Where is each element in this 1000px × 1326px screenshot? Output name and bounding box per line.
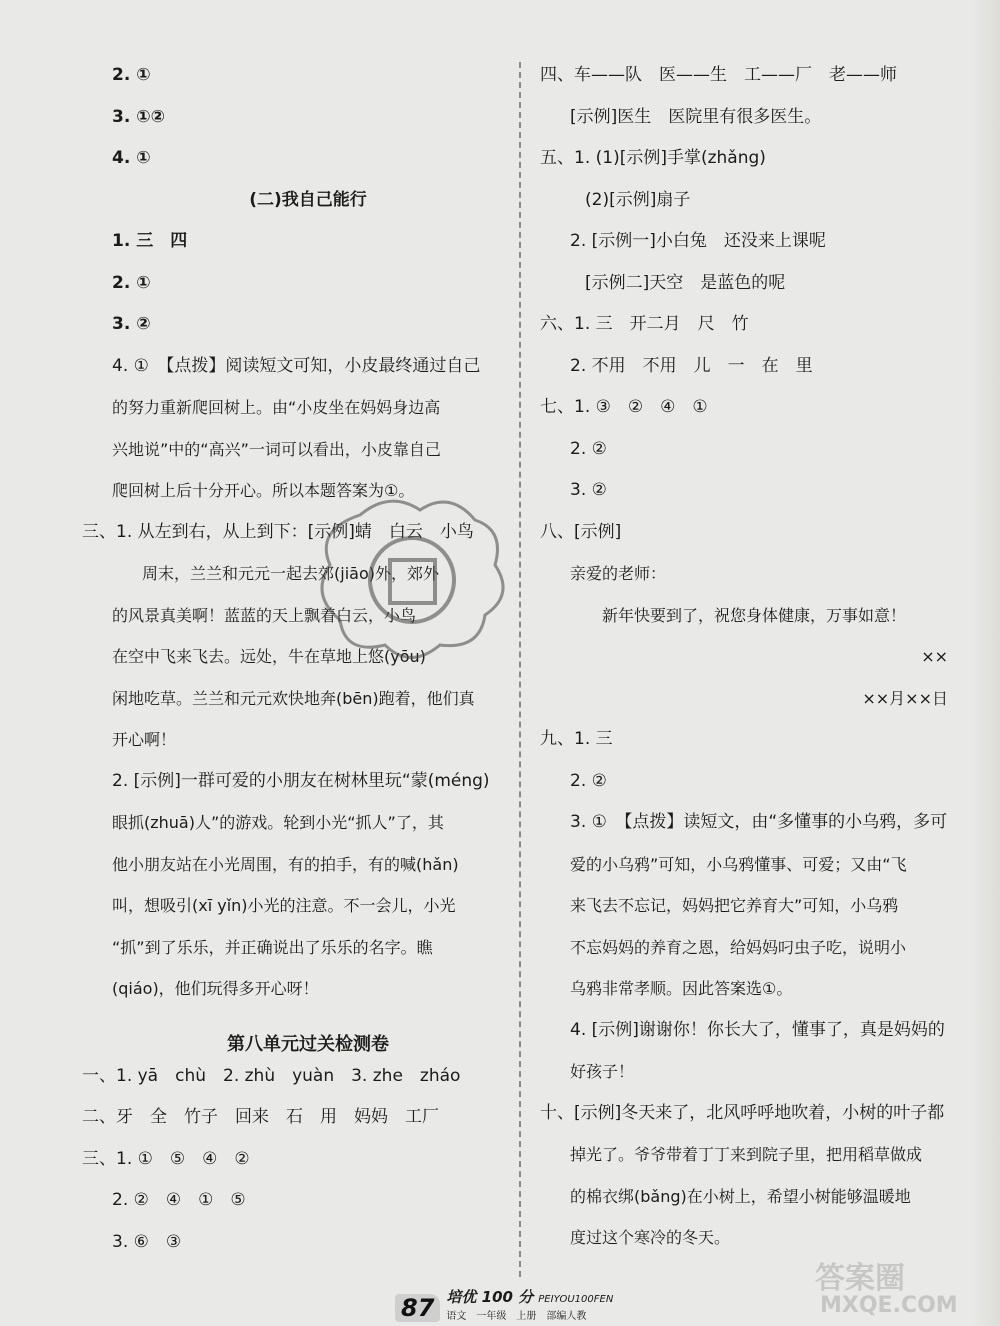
story-line: 眼抓(zhuā)人”的游戏。轮到小光“抓人”了，其 [112,813,444,832]
answer-line: 六、1. 三 开二月 尺 竹 [540,314,749,334]
answer-line: 一、1. yā chù 2. zhù yuàn 3. zhe zháo [82,1065,461,1086]
answer-line: 2. ① [112,272,151,293]
letter-greeting: 亲爱的老师： [570,564,667,583]
answer-line: 4. ① [112,148,151,168]
answer-line: 4. ① 【点拨】阅读短文可知，小皮最终通过自己 [112,355,481,376]
answer-line: 四、车——队 医——生 工——厂 老——师 [540,65,897,85]
story-line: 闲地吃草。兰兰和元元欢快地奔(bēn)跑着，他们真 [112,688,475,708]
answer-line: 4. [示例]谢谢你！你长大了，懂事了，真是妈妈的 [570,1019,945,1040]
answer-line: 2. [示例]一群可爱的小朋友在树林里玩“蒙(méng) [112,770,490,791]
answer-line: [示例二]天空 是蓝色的呢 [585,272,786,293]
answer-line: 三、1. ① ⑤ ④ ② [82,1148,250,1169]
explanation-line: 不忘妈妈的养育之恩，给妈妈叼虫子吃，说明小 [570,937,907,957]
answer-line: 八、[示例] [540,521,622,542]
page-edge-shadow [972,0,1000,1326]
watermark-url: MXQE.COM [820,1293,958,1318]
subsection-title: (二)我自己能行 [249,189,367,210]
explanation-line: 乌鸦非常孝顺。因此答案选①。 [570,979,793,998]
answer-line: 三、1. 从左到右，从上到下：[示例]蜻 白云 小鸟 [82,521,474,542]
page-footer [395,1288,614,1322]
letter-date: ××月××日 [862,688,948,708]
story-line: 开心啊！ [112,730,177,749]
explanation-line: 度过这个寒冷的冬天。 [570,1228,731,1247]
footer-brand-block [446,1286,613,1322]
answer-line: 2. ② [570,438,607,459]
answer-line: 1. 三 四 [112,231,188,251]
explanation-line: 爱的小乌鸦”可知，小乌鸦懂事、可爱；又由“飞 [570,854,907,874]
letter-body: 新年快要到了，祝您身体健康，万事如意！ [602,605,907,625]
right-column [540,55,960,1259]
answer-line: 2. ① [112,65,151,85]
explanation-line: 的棉衣绑(bǎng)在小树上，希望小树能够温暖地 [570,1186,911,1206]
explanation-line: 爬回树上后十分开心。所以本题答案为①。 [112,481,415,500]
story-line: 的风景真美啊！蓝蓝的天上飘着白云，小鸟 [112,605,417,625]
answer-line: 2. ② [570,770,607,791]
story-line: “抓”到了乐乐，并正确说出了乐乐的名字。瞧 [112,937,433,957]
explanation-line: 掉光了。爷爷带着丁丁来到院子里，把用稻草做成 [570,1145,923,1164]
footer-brand-en: PEIYOU100FEN [538,1294,614,1305]
story-line: 周末，兰兰和元元一起去郊(jiāo)外，郊外 [142,564,439,583]
letter-signature: ×× [921,647,948,666]
answer-line: 3. ①② [112,106,165,127]
explanation-line: 好孩子！ [570,1062,635,1081]
explanation-line: 来飞去不忘记，妈妈把它养育大”可知，小乌鸦 [570,896,899,915]
page-number: 87 [395,1294,440,1322]
answer-line: 十、[示例]冬天来了，北风呼呼地吹着，小树的叶子都 [540,1102,945,1123]
answer-line: (2)[示例]扇子 [585,189,691,210]
story-line: 他小朋友站在小光周围，有的拍手，有的喊(hǎn) [112,854,459,874]
footer-subtitle: 语文 一年级 上册 部编人教 [446,1311,587,1322]
story-line: 叫，想吸引(xī yǐn)小光的注意。不一会儿，小光 [112,896,456,915]
explanation-line: 兴地说”中的“高兴”一词可以看出，小皮靠自己 [112,439,441,459]
answer-line: 3. ② [570,480,607,500]
story-line: 在空中飞来飞去。远处，牛在草地上悠(yōu) [112,647,426,666]
footer-brand: 培优 100 分 [446,1288,534,1306]
answer-line: 3. ② [112,314,151,334]
answer-line: 二、牙 全 竹子 回来 石 用 妈妈 工厂 [82,1107,439,1127]
answer-line: 3. ① 【点拨】读短文，由“多懂事的小乌鸦，多可 [570,812,948,832]
site-watermark [800,1256,990,1318]
answer-line: 2. 不用 不用 儿 一 在 里 [570,355,813,376]
answer-line: 2. ② ④ ① ⑤ [112,1190,246,1210]
story-line: (qiáo)，他们玩得多开心呀！ [112,979,319,998]
answer-line: 2. [示例一]小白兔 还没来上课呢 [570,231,826,251]
answer-line: [示例]医生 医院里有很多医生。 [570,106,822,127]
explanation-line: 的努力重新爬回树上。由“小皮坐在妈妈身边高 [112,398,441,417]
answer-line: 七、1. ③ ② ④ ① [540,397,708,417]
watermark-title: 答案圈 [815,1261,905,1296]
answer-line: 九、1. 三 [540,729,613,749]
stamp-mark-icon [300,485,530,675]
section-title: 第八单元过关检测卷 [227,1033,389,1055]
answer-line: 3. ⑥ ③ [112,1231,182,1252]
answer-line: 五、1. (1)[示例]手掌(zhǎng) [540,148,766,168]
